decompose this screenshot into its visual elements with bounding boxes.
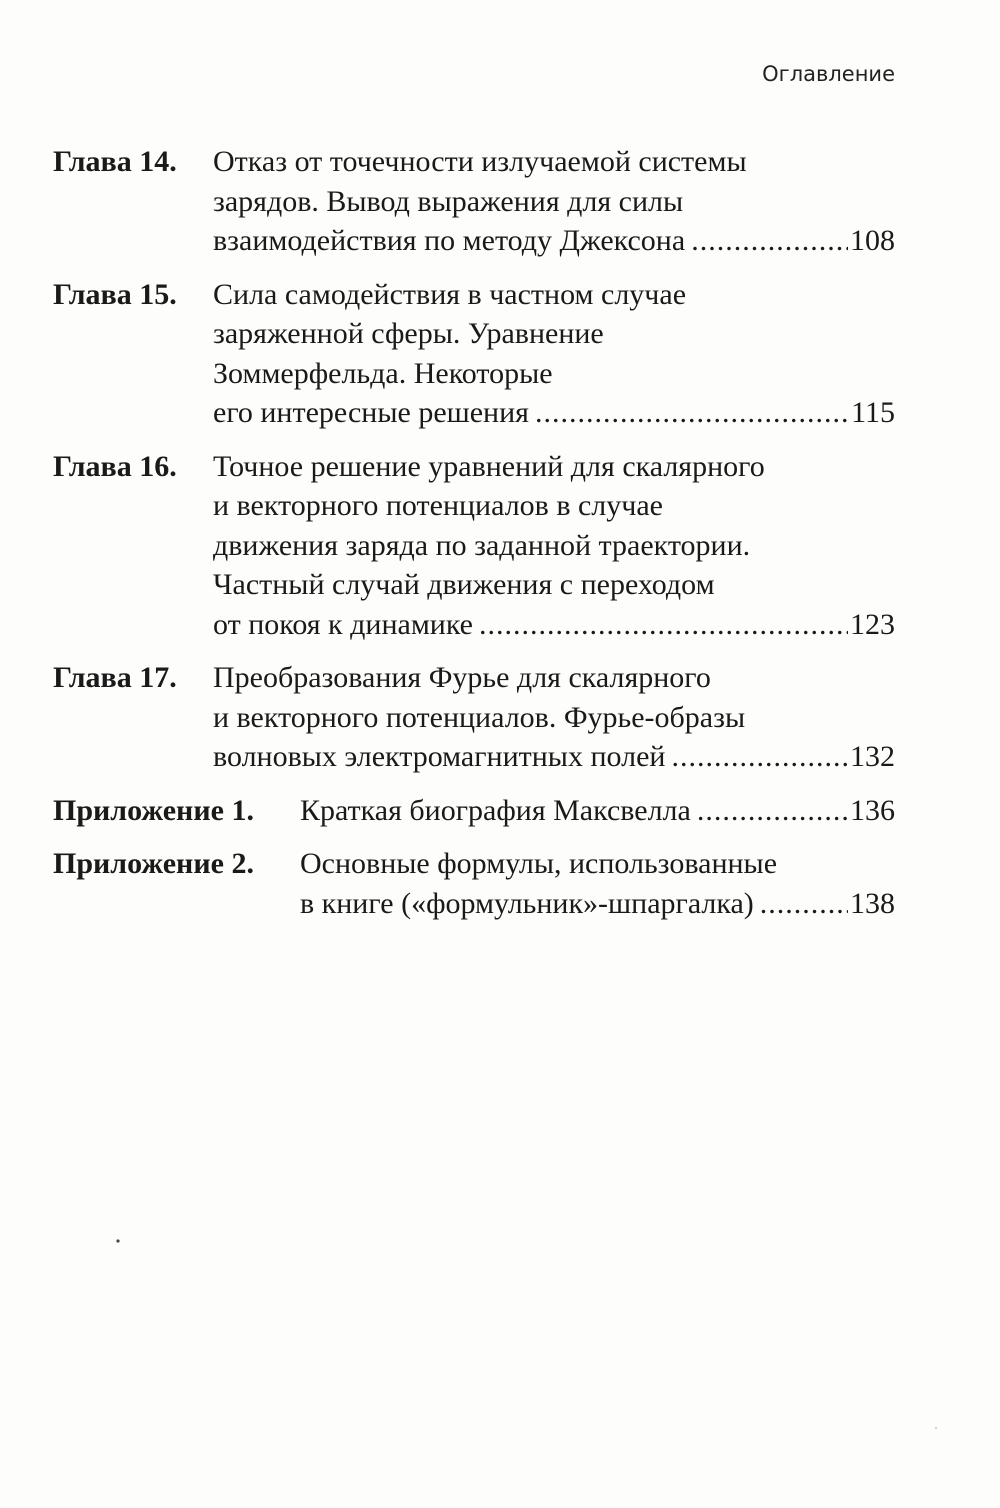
title-line: Частный случай движения с переходом bbox=[213, 568, 715, 601]
title-line: взаимодействия по методу Джексона bbox=[213, 224, 686, 257]
entry-label: Глава 16. bbox=[53, 449, 177, 483]
entry-label: Приложение 1. bbox=[53, 793, 254, 827]
title-line: Отказ от точечности излучаемой системы bbox=[213, 145, 747, 178]
page-number: 108 bbox=[850, 224, 895, 257]
page-number: 123 bbox=[850, 607, 895, 641]
title-line: Зоммерфельда. Некоторые bbox=[213, 356, 553, 390]
title-line: движения заряда по заданной траектории. bbox=[213, 528, 751, 562]
page-number: 132 bbox=[850, 740, 895, 773]
page-number: 136 bbox=[850, 793, 895, 827]
title-line: и векторного потенциалов в случае bbox=[213, 489, 663, 522]
title-line: в книге («формульник»-шпаргалка) bbox=[300, 886, 754, 920]
title-line: волновых электромагнитных полей bbox=[213, 740, 666, 773]
title-line: и векторного потенциалов. Фурье-образы bbox=[213, 700, 746, 734]
title-line: Основные формулы, использованные bbox=[300, 847, 778, 880]
title-line: Сила самодействия в частном случае bbox=[213, 277, 687, 311]
entry-label: Глава 15. bbox=[53, 277, 177, 311]
entry-label: Глава 14. bbox=[53, 145, 177, 178]
running-head: Оглавление bbox=[762, 62, 895, 86]
entry-label: Глава 17. bbox=[53, 661, 177, 694]
page-number: 115 bbox=[851, 396, 895, 429]
title-line: от покоя к динамике bbox=[213, 607, 473, 641]
paper-speck bbox=[935, 1427, 937, 1429]
entry-label: Приложение 2. bbox=[53, 847, 254, 880]
title-line: Преобразования Фурье для скалярного bbox=[213, 661, 711, 694]
title-line: заряженной сферы. Уравнение bbox=[213, 317, 604, 350]
paper-speck bbox=[116, 1239, 119, 1242]
title-line: зарядов. Вывод выражения для силы bbox=[213, 184, 684, 218]
title-line: его интересные решения bbox=[213, 396, 529, 429]
title-line: Краткая биография Максвелла bbox=[300, 793, 691, 827]
title-line: Точное решение уравнений для скалярного bbox=[213, 449, 765, 483]
page-number: 138 bbox=[850, 886, 895, 920]
